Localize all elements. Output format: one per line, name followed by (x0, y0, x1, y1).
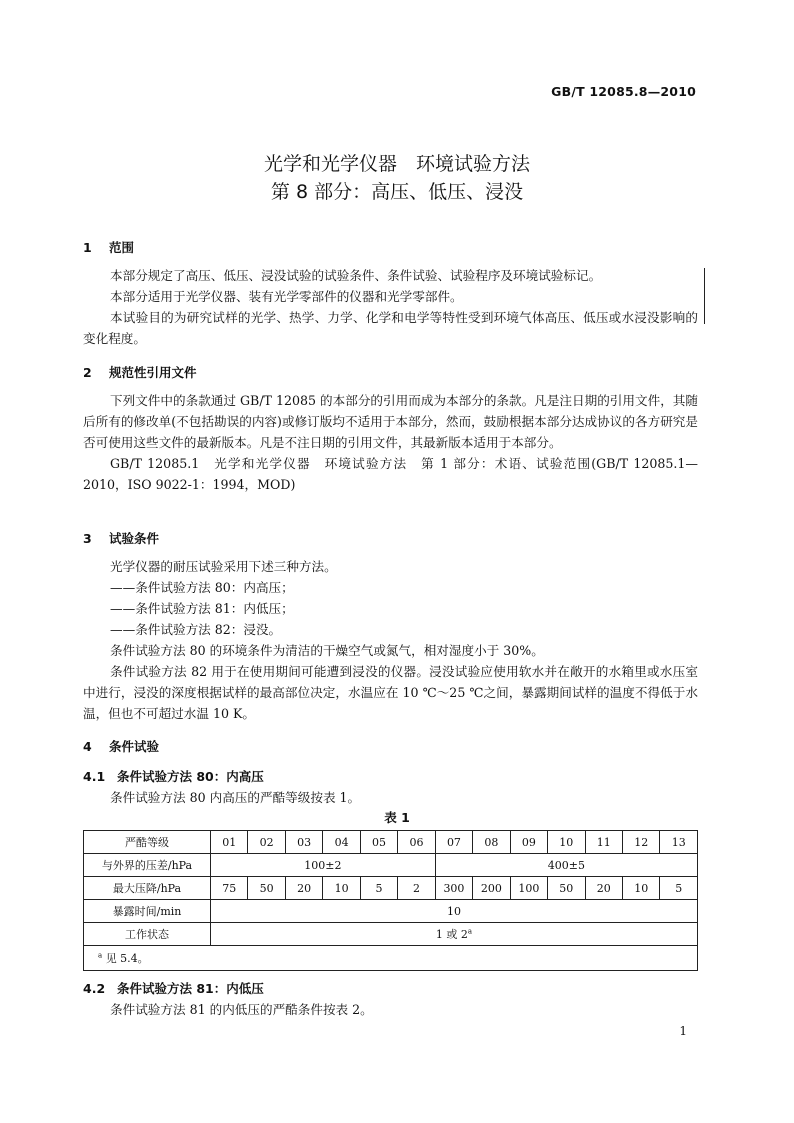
table-cell: 400±5 (435, 854, 697, 877)
table-cell: 04 (323, 831, 360, 854)
table-row (84, 877, 698, 900)
table-cell: 20 (585, 877, 622, 900)
document-title-line2: 第 8 部分：高压、低压、浸没 (270, 181, 524, 203)
row-header: 暴露时间/min (84, 900, 211, 923)
row-header: 与外界的压差/hPa (84, 854, 211, 877)
paragraph: 下列文件中的条款通过 GB/T 12085 的本部分的引用而成为本部分的条款。凡是注日期的引用文件，其随后所有的修改单(不包括勘误的内容)或修订版均不适用于本部分，然而，鼓励根据本部分达成协议的各方研究是否可使用这些文件的最新版本。凡是不注日期的引用文件，其最新版本适用于本部分。 (83, 393, 698, 450)
section-heading-3 (83, 528, 698, 549)
table-cell: 10 (622, 877, 659, 900)
table-cell: 100 (510, 877, 547, 900)
table-row (84, 854, 698, 877)
table-cell: 06 (398, 831, 435, 854)
subsection-title: 条件试验方法 81：内低压 (117, 981, 264, 996)
table-row (84, 946, 698, 971)
subsection-number: 4.2 (83, 981, 106, 996)
table-cell: 2 (398, 877, 435, 900)
table-cell: 05 (360, 831, 397, 854)
paragraph: 条件试验方法 82 用于在使用期间可能遭到浸没的仪器。浸没试验应使用软水并在敞开的水箱里或水压室中进行，浸没的深度根据试样的最高部位决定，水温应在 10 ℃～25 ℃之间，暴露期间试样的温度不得低于水温，但也不可超过水温 10 K。 (83, 664, 698, 721)
table-cell: 75 (211, 877, 248, 900)
table-row (84, 831, 698, 854)
reference-entry: GB/T 12085.1 光学和光学仪器 环境试验方法 第 1 部分：术语、试验范围(GB/T 12085.1—2010，ISO 9022-1：1994，MOD) (83, 456, 698, 492)
page-number: 1 (679, 1024, 687, 1038)
table-cell: 13 (660, 831, 698, 854)
table-cell: 09 (510, 831, 547, 854)
row-header: 严酷等级 (84, 831, 211, 854)
list-item: ——条件试验方法 82：浸没。 (110, 622, 282, 637)
list-item: ——条件试验方法 80：内高压； (110, 580, 294, 595)
table-cell: 5 (360, 877, 397, 900)
table-cell: 02 (248, 831, 285, 854)
table-cell: 08 (473, 831, 510, 854)
subsection-heading-4-2 (83, 978, 698, 999)
table-cell: 10 (323, 877, 360, 900)
section-number: 4 (83, 739, 92, 754)
table-cell: 50 (248, 877, 285, 900)
section-title: 试验条件 (109, 531, 160, 546)
table-cell: 20 (285, 877, 322, 900)
paragraph: 光学仪器的耐压试验采用下述三种方法。 (110, 559, 337, 574)
footnote-mark: a (98, 951, 103, 960)
table-cell: 5 (660, 877, 698, 900)
severity-table (83, 830, 698, 971)
table-cell (211, 923, 698, 946)
section-heading-4 (83, 736, 698, 757)
state-value: 1 或 2 (435, 928, 468, 941)
table-cell: 100±2 (211, 854, 436, 877)
table-cell: 200 (473, 877, 510, 900)
table-cell: 03 (285, 831, 322, 854)
section-scope (83, 237, 698, 349)
section-conditioning (83, 736, 698, 808)
table-caption: 表 1 (384, 810, 410, 825)
paragraph: 条件试验方法 80 内高压的严酷等级按表 1。 (110, 790, 361, 805)
subsection-heading-4-1 (83, 766, 698, 787)
section-number: 3 (83, 531, 92, 546)
subsection-title: 条件试验方法 80：内高压 (117, 769, 264, 784)
standard-code: GB/T 12085.8—2010 (551, 84, 696, 99)
section-title: 范围 (109, 240, 135, 255)
table-cell: 300 (435, 877, 472, 900)
margin-change-bar (704, 268, 705, 324)
paragraph: 本部分适用于光学仪器、装有光学零部件的仪器和光学零部件。 (110, 289, 463, 304)
section-title: 条件试验 (109, 739, 160, 754)
section-heading-1 (83, 237, 698, 258)
section-number: 2 (83, 365, 92, 380)
section-number: 1 (83, 240, 92, 255)
paragraph: 条件试验方法 80 的环境条件为清洁的干燥空气或氮气，相对湿度小于 30%。 (110, 643, 544, 658)
row-header: 最大压降/hPa (84, 877, 211, 900)
section-normative-references (83, 362, 698, 495)
document-title-line1: 光学和光学仪器 环境试验方法 (263, 153, 530, 175)
paragraph: 本部分规定了高压、低压、浸没试验的试验条件、条件试验、试验程序及环境试验标记。 (110, 268, 602, 283)
row-header: 工作状态 (84, 923, 211, 946)
subsection-number: 4.1 (83, 769, 106, 784)
paragraph: 本试验目的为研究试样的光学、热学、力学、化学和电学等特性受到环境气体高压、低压或水浸没影响的变化程度。 (83, 310, 698, 346)
list-item: ——条件试验方法 81：内低压； (110, 601, 294, 616)
table-footnote (84, 946, 698, 971)
table-row (84, 923, 698, 946)
table-cell: 50 (548, 877, 585, 900)
footnote-ref: a (467, 927, 473, 936)
table-cell: 10 (548, 831, 585, 854)
subsection-4-2 (83, 978, 698, 1020)
paragraph: 条件试验方法 81 的内低压的严酷条件按表 2。 (110, 1002, 373, 1017)
table-cell: 10 (211, 900, 698, 923)
section-heading-2 (83, 362, 698, 383)
table-row (84, 900, 698, 923)
table-cell: 12 (622, 831, 659, 854)
footnote-text: 见 5.4。 (105, 952, 149, 965)
table-cell: 01 (211, 831, 248, 854)
table-cell: 11 (585, 831, 622, 854)
section-title: 规范性引用文件 (109, 365, 197, 380)
table-cell: 07 (435, 831, 472, 854)
section-test-conditions (83, 528, 698, 724)
